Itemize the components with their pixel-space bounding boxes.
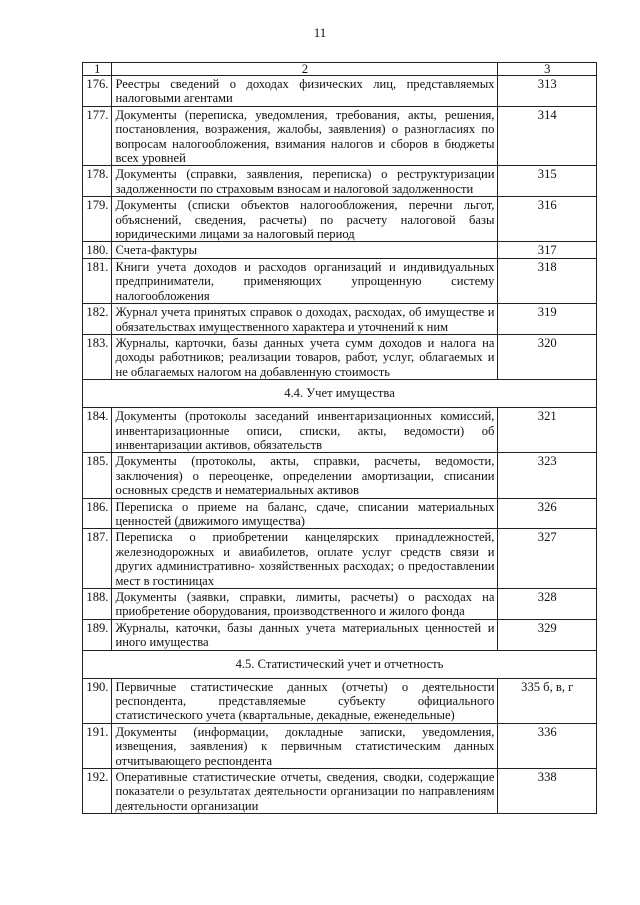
table-row [83,334,597,379]
item-name: Документы (протоколы, акты, справки, расчеты, ведомости, заключения) о переоценке, определении амортизации, списании основных средств и нематериальных активов [112,453,498,498]
item-number: 185. [83,453,112,498]
item-number: 187. [83,529,112,589]
item-name: Документы (протоколы заседаний инвентаризационных комиссий, инвентаризационные описи, списки, акты, ведомости) об инвентаризации активов, обязательств [112,408,498,453]
item-name: Документы (списки объектов налогообложения, перечни льгот, объяснений, сведения, расчеты) по расчету налоговой базы юридическими лицами за налоговый период [112,197,498,242]
item-number: 192. [83,769,112,814]
table-row [83,304,597,335]
section-title: 4.5. Статистический учет и отчетность [83,650,597,678]
item-index: 326 [498,498,597,529]
item-number: 186. [83,498,112,529]
item-index: 317 [498,242,597,258]
item-name: Журналы, карточки, базы данных учета сумм доходов и налога на доходы работников; реализации товаров, работ, услуг, облагаемых и не облагаемых налогом на добавленную стоимость [112,334,498,379]
item-index: 321 [498,408,597,453]
item-number: 176. [83,76,112,107]
item-index: 335 б, в, г [498,678,597,723]
table-row [83,166,597,197]
table-row [83,453,597,498]
item-number: 184. [83,408,112,453]
table-row [83,589,597,620]
item-number: 179. [83,197,112,242]
item-index: 323 [498,453,597,498]
item-index: 329 [498,619,597,650]
table-row [83,197,597,242]
item-number: 178. [83,166,112,197]
item-name: Книги учета доходов и расходов организаций и индивидуальных предприниматели, применяющих упрощенную систему налогообложения [112,258,498,303]
table-row [83,498,597,529]
item-index: 318 [498,258,597,303]
table-row [83,529,597,589]
item-number: 183. [83,334,112,379]
item-index: 319 [498,304,597,335]
header-col-3: 3 [498,63,597,76]
item-index: 313 [498,76,597,107]
table-row [83,678,597,723]
item-number: 189. [83,619,112,650]
item-name: Переписка о приеме на баланс, сдаче, списании материальных ценностей (движимого имущества) [112,498,498,529]
item-number: 181. [83,258,112,303]
table-row [83,723,597,768]
records-table [82,62,597,814]
item-index: 314 [498,106,597,166]
item-index: 327 [498,529,597,589]
item-name: Первичные статистические данных (отчеты) о деятельности респондента, представляемые субъекту официального статистического учета (квартальные, декадные, еженедельные) [112,678,498,723]
item-index: 315 [498,166,597,197]
section-title: 4.4. Учет имущества [83,380,597,408]
table-row [83,242,597,258]
table-row [83,106,597,166]
item-name: Реестры сведений о доходах физических лиц, представляемых налоговыми агентами [112,76,498,107]
item-name: Документы (справки, заявления, переписка) о реструктуризации задолженности по страховым взносам и налоговой задолженности [112,166,498,197]
table-row [83,408,597,453]
table-row [83,76,597,107]
header-col-1: 1 [83,63,112,76]
item-name: Оперативные статистические отчеты, сведения, сводки, содержащие показатели о результатах деятельности организации по направлениям деятельности организации [112,769,498,814]
page-number: 11 [313,25,327,40]
item-number: 182. [83,304,112,335]
table-header-row [83,63,597,76]
item-number: 188. [83,589,112,620]
item-name: Счета-фактуры [112,242,498,258]
item-number: 180. [83,242,112,258]
table-row [83,619,597,650]
item-number: 191. [83,723,112,768]
item-index: 320 [498,334,597,379]
item-name: Журналы, каточки, базы данных учета материальных ценностей и иного имущества [112,619,498,650]
item-number: 177. [83,106,112,166]
item-name: Документы (переписка, уведомления, требования, акты, решения, постановления, возражения, жалобы, заявления) о разногласиях по вопросам налогообложения, взимания налогов и сборов в бюджеты всех уровней [112,106,498,166]
item-name: Журнал учета принятых справок о доходах, расходах, об имуществе и обязательствах имущественного характера и уточнений к ним [112,304,498,335]
item-number: 190. [83,678,112,723]
item-name: Документы (информации, докладные записки, уведомления, извещения, заявления) к первичным статистическим данных отчитывающего респондента [112,723,498,768]
table-row [83,258,597,303]
item-index: 328 [498,589,597,620]
item-name: Переписка о приобретении канцелярских принадлежностей, железнодорожных и авиабилетов, оплате услуг средств связи и других административно- хозяйственных расходах; о предоставлении мест в гостиницах [112,529,498,589]
header-col-2: 2 [112,63,498,76]
item-index: 338 [498,769,597,814]
table-row [83,769,597,814]
section-heading-row [83,380,597,408]
item-index: 336 [498,723,597,768]
section-heading-row [83,650,597,678]
item-index: 316 [498,197,597,242]
item-name: Документы (заявки, справки, лимиты, расчеты) о расходах на приобретение оборудования, производственного и жилого фонда [112,589,498,620]
